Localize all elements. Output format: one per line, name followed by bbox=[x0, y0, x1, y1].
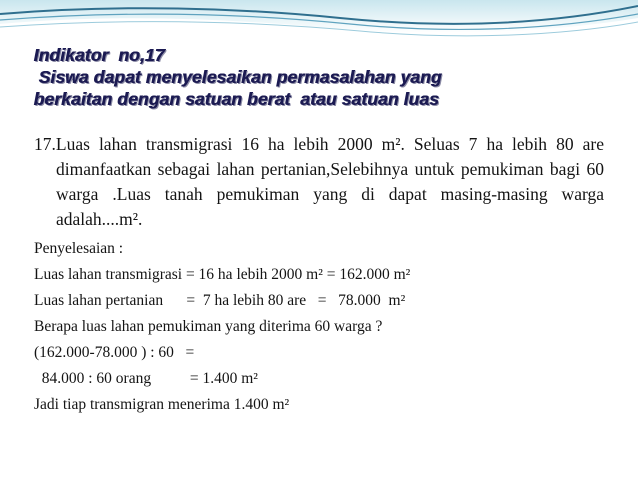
solution-line: Jadi tiap transmigran menerima 1.400 m² bbox=[34, 396, 290, 413]
solution-line: Luas lahan transmigrasi = 16 ha lebih 2000 m² = 162.000 m² bbox=[34, 266, 411, 283]
solution-line: Luas lahan pertanian = 7 ha lebih 80 are = 78.000 m² bbox=[34, 292, 406, 309]
solution-heading: Penyelesaian : bbox=[34, 240, 124, 257]
question-text: 17.Luas lahan transmigrasi 16 ha lebih 2000 m². Seluas 7 ha lebih 80 are dimanfaatkan sebagai lahan pertanian,Selebihnya untuk pemukiman bagi 60 warga .Luas tanah pemukiman yang di dapat masing-masing warga adalah....m². bbox=[34, 134, 604, 229]
solution-line: Berapa luas lahan pemukiman yang diterima 60 warga ? bbox=[34, 318, 383, 335]
slide-title bbox=[34, 44, 614, 110]
slide-content bbox=[34, 132, 604, 418]
solution-line: 84.000 : 60 orang = 1.400 m² bbox=[34, 370, 258, 387]
title-line-1: Indikator no,17 bbox=[34, 45, 165, 65]
title-line-2: Siswa dapat menyelesaikan permasalahan yang bbox=[34, 67, 443, 87]
solution-line: (162.000-78.000 ) : 60 = bbox=[34, 344, 195, 361]
title-line-3: berkaitan dengan satuan berat atau satuan luas bbox=[34, 89, 440, 109]
